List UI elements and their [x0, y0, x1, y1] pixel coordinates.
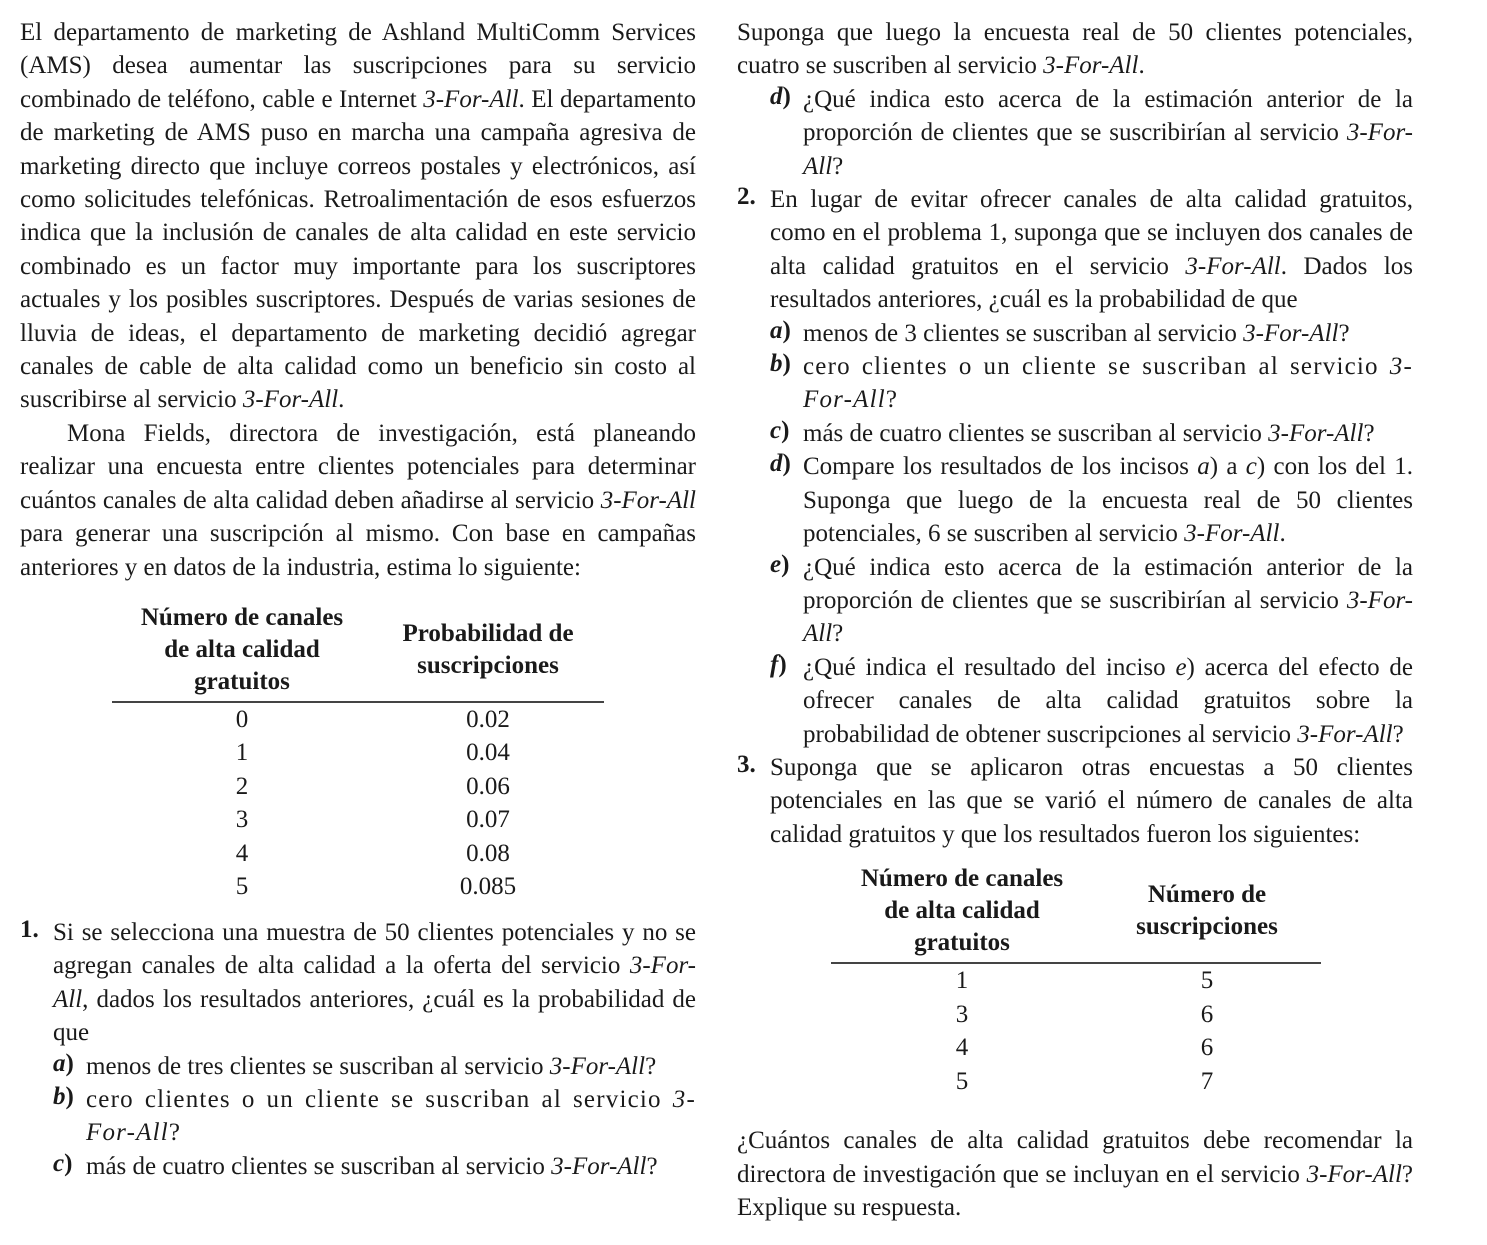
item-label: f): [770, 650, 787, 678]
service-name: 3-For-All: [423, 85, 519, 113]
probability-table: [112, 602, 604, 904]
table-row: 4 6: [955, 1034, 1214, 1062]
question-1: [20, 916, 696, 1183]
intro-paragraph-1: El departamento de marketing de Ashland MultiComm Services (AMS) desea aumentar las suscripciones para su servicio combinado de teléfono, cable e Internet 3-For-All. El departamento de marketing de AMS puso en marcha una campaña agresiva de marketing directo que incluye correos postales y electrónicos, así como solicitudes telefónicas. Retroalimentación de esos esfuerzos indica que la inclusión de canales de alta calidad en este servicio combinado es un factor muy importante para los suscriptores actuales y los posibles suscriptores. Después de varias sesiones de lluvia de ideas, el departamento de marketing decidió agregar canales de cable de alta calidad como un beneficio sin costo al suscribirse al servicio 3-For-All.: [20, 19, 697, 414]
question-number: 3.: [737, 750, 756, 778]
item-label: d): [770, 450, 791, 478]
table-row: 1 0.04: [235, 739, 510, 767]
question-2f: f) ¿Qué indica el resultado del inciso e) acerca del efecto de ofrecer canales de alta calidad gratuitos sobre la probabilidad de obtener suscripciones al servicio 3-For-All?: [770, 650, 1413, 748]
service-name: 3-For-All: [242, 386, 339, 414]
question-1c: c) más de cuatro clientes se suscriban al servicio 3-For-All?: [53, 1149, 658, 1180]
question-1-continuation: Suponga que luego la encuesta real de 50 clientes potenciales, cuatro se suscriben al servicio 3-For-All.: [737, 19, 1413, 80]
question-2d: d) Compare los resultados de los incisos a) a c) con los del 1. Suponga que luego de la encuesta real de 50 clientes potenciales, 6 se suscriben al servicio 3-For-All.: [770, 450, 1414, 548]
subscriptions-table: [831, 863, 1321, 1098]
table-row: 5 0.085: [235, 873, 517, 901]
question-1d-wrapper: [737, 83, 1413, 183]
question-1a: a) menos de tres clientes se suscriban al servicio 3-For-All?: [53, 1049, 657, 1080]
item-label: e): [770, 550, 790, 578]
item-label: a): [53, 1049, 74, 1077]
question-1d: d) ¿Qué indica esto acerca de la estimación anterior de la proporción de clientes que se suscribirían al servicio 3-For-All?: [770, 82, 1413, 180]
table-row: 3 0.07: [235, 806, 510, 834]
item-label: a): [770, 316, 791, 344]
table-row: 3 6: [955, 1000, 1214, 1028]
item-label: c): [53, 1149, 73, 1177]
question-2: [737, 183, 1413, 751]
table-row: 4 0.08: [235, 839, 510, 867]
item-label: d): [770, 82, 791, 110]
column-header-channels: Número de canales de alta calidad gratuitos: [831, 863, 1093, 963]
table-row: 0 0.02: [235, 705, 510, 733]
question-number: 1.: [20, 915, 39, 943]
item-label: b): [53, 1082, 74, 1110]
item-label: b): [770, 350, 791, 378]
table-row: 2 0.06: [235, 772, 510, 800]
table-header-row: [831, 863, 1321, 963]
question-2-text: En lugar de evitar ofrecer canales de alta calidad gratuitos, como en el problema 1, suponga que se incluyen dos canales de alta calidad gratuitos en el servicio 3-For-All. Dados los resultados anteriores, ¿cuál es la probabilidad de que: [770, 186, 1413, 314]
closing-question: ¿Cuántos canales de alta calidad gratuitos debe recomendar la directora de investigación que se incluyan en el servicio 3-For-All? Explique su respuesta.: [737, 1127, 1413, 1221]
table-row: 5 7: [955, 1067, 1214, 1095]
question-2b: b) cero clientes o un cliente se suscriban al servicio 3-For-All?: [770, 350, 1413, 414]
left-column: [20, 16, 696, 1183]
question-3-text: Suponga que se aplicaron otras encuestas a 50 clientes potenciales en las que se varió el número de canales de alta calidad gratuitos y que los resultados fueron los siguientes:: [770, 753, 1413, 848]
column-header-channels: Número de canales de alta calidad gratuitos: [112, 602, 372, 702]
question-3: [737, 751, 1413, 851]
table-row: 1 5: [955, 967, 1214, 995]
question-2c: c) más de cuatro clientes se suscriban al servicio 3-For-All?: [770, 416, 1375, 447]
question-2a: a) menos de 3 clientes se suscriban al servicio 3-For-All?: [770, 316, 1350, 347]
table-header-row: [112, 602, 604, 702]
intro-paragraph-2: Mona Fields, directora de investigación, está planeando realizar una encuesta entre clientes potenciales para determinar cuántos canales de alta calidad deben añadirse al servicio 3-For-All para generar una suscripción al mismo. Con base en campañas anteriores y en datos de la industria, estima lo siguiente:: [20, 419, 696, 581]
question-1-text: Si se selecciona una muestra de 50 clientes potenciales y no se agregan canales de alta calidad a la oferta del servicio 3-For-All, dados los resultados anteriores, ¿cuál es la probabilidad de que: [53, 918, 696, 1047]
right-column: [737, 16, 1413, 1224]
item-label: c): [770, 416, 790, 444]
column-header-probability: Probabilidad de suscripciones: [372, 602, 604, 702]
question-2e: e) ¿Qué indica esto acerca de la estimación anterior de la proporción de clientes que se suscribirían al servicio 3-For-All?: [770, 550, 1413, 648]
service-name: 3-For-All: [600, 486, 696, 514]
question-1b: b) cero clientes o un cliente se suscriban al servicio 3-For-All?: [53, 1082, 696, 1147]
column-header-subscriptions: Número de suscripciones: [1093, 863, 1321, 963]
question-number: 2.: [737, 183, 756, 211]
